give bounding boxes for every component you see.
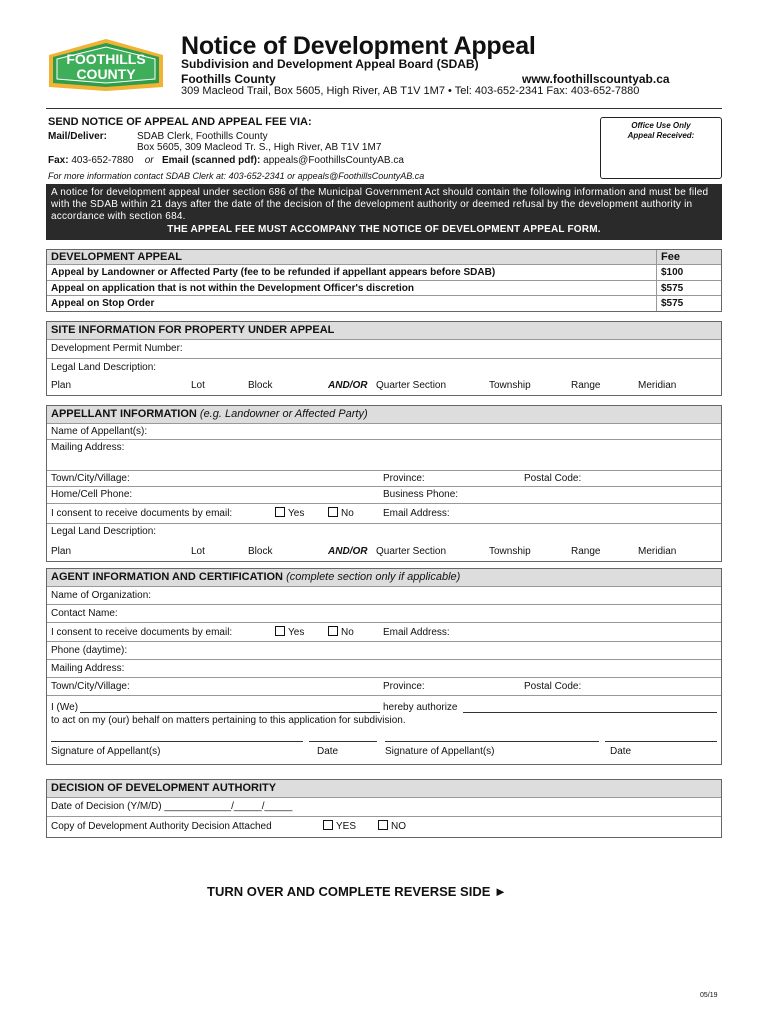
appellant-consent-yes-checkbox[interactable] — [275, 507, 285, 517]
fee-row-value: $575 — [656, 296, 683, 311]
appellant-name-field[interactable] — [47, 424, 721, 440]
site-info-title: SITE INFORMATION FOR PROPERTY UNDER APPEAL — [51, 324, 335, 336]
or-text: or — [144, 155, 154, 166]
permit-number-label: Development Permit Number: — [51, 343, 183, 354]
appellant-consent-no-checkbox[interactable] — [328, 507, 338, 517]
turn-over-instruction: TURN OVER AND COMPLETE REVERSE SIDE ► — [207, 884, 507, 899]
fee-row-label: Appeal by Landowner or Affected Party (fee to be refunded if appellant appears before SDAB) — [51, 267, 496, 278]
decision-section — [46, 779, 722, 838]
date-line-1[interactable] — [309, 741, 377, 742]
site-info-header — [47, 322, 721, 340]
decision-no-checkbox[interactable] — [378, 820, 388, 830]
appellant-mailing-label: Mailing Address: — [51, 442, 125, 453]
agent-section — [46, 568, 722, 765]
appellant-town-label: Town/City/Village: — [51, 473, 130, 484]
block-label: Block — [248, 546, 273, 557]
agent-phone-label: Phone (daytime): — [51, 645, 128, 656]
plan-label: Plan — [51, 380, 72, 391]
fee-notice: THE APPEAL FEE MUST ACCOMPANY THE NOTICE OF DEVELOPMENT APPEAL FORM. — [167, 224, 601, 235]
fax-value: 403-652-7880 — [71, 155, 134, 166]
decision-date-field[interactable] — [47, 798, 721, 817]
foothills-county-logo — [47, 37, 165, 93]
appellant-legal-description-field[interactable] — [47, 524, 721, 561]
contact-address: 309 Macleod Trail, Box 5605, High River, AB T1V 1M7 • Tel: 403-652-2341 Fax: 403-652-7880 — [181, 85, 640, 97]
legal-description-label: Legal Land Description: — [51, 362, 157, 373]
agent-phone-field[interactable] — [47, 642, 721, 660]
decision-copy-row — [47, 817, 721, 837]
agent-consent-row — [47, 623, 721, 642]
range-label: Range — [571, 380, 601, 391]
signature-label-2: Signature of Appellant(s) — [385, 746, 495, 757]
agent-consent-no-checkbox[interactable] — [328, 626, 338, 636]
fee-table-header — [47, 250, 721, 265]
agent-org-label: Name of Organization: — [51, 590, 152, 601]
agent-header — [47, 569, 721, 587]
appellant-consent-row — [47, 504, 721, 524]
plan-label: Plan — [51, 546, 72, 557]
website-link[interactable]: www.foothillscountyab.ca — [522, 72, 670, 86]
agent-yes-label: Yes — [288, 627, 305, 638]
agent-note: (complete section only if applicable) — [286, 571, 461, 583]
meridian-label: Meridian — [638, 546, 677, 557]
appellant-section — [46, 405, 722, 562]
agent-no-label: No — [341, 627, 354, 638]
date-label-1: Date — [317, 746, 339, 757]
fee-row-value: $100 — [656, 265, 683, 280]
signature-line-2[interactable] — [385, 741, 599, 742]
form-version: 05/19 — [700, 992, 718, 999]
appellant-note: (e.g. Landowner or Affected Party) — [199, 408, 368, 420]
email-value[interactable]: appeals@FoothillsCountyAB.ca — [263, 155, 404, 166]
range-label: Range — [571, 546, 601, 557]
fee-row — [47, 296, 721, 311]
fee-row — [47, 265, 721, 281]
page-title: Notice of Development Appeal — [181, 32, 536, 60]
header-divider — [46, 108, 722, 109]
agent-mailing-label: Mailing Address: — [51, 663, 125, 674]
signature-label-1: Signature of Appellant(s) — [51, 746, 161, 757]
appellant-no-label: No — [341, 508, 354, 519]
lot-label: Lot — [191, 380, 205, 391]
authorize-label: hereby authorize — [383, 702, 458, 713]
quarter-section-label: Quarter Section — [376, 546, 447, 557]
decision-title: DECISION OF DEVELOPMENT AUTHORITY — [51, 782, 277, 794]
appellant-mailing-field[interactable] — [47, 440, 721, 471]
logo-text-line2: COUNTY — [76, 66, 136, 82]
andor-label: AND/OR — [328, 546, 368, 557]
fee-column-heading: Fee — [656, 250, 680, 264]
agent-title: AGENT INFORMATION AND CERTIFICATION — [51, 571, 283, 583]
fee-row-label: Appeal on application that is not within the Development Officer's discretion — [51, 283, 414, 294]
fax-label: Fax: — [48, 155, 69, 166]
agent-contact-label: Contact Name: — [51, 608, 118, 619]
office-use-title: Office Use Only — [631, 121, 691, 130]
fee-table-title: DEVELOPMENT APPEAL — [51, 251, 182, 263]
county-name: Foothills County — [181, 72, 276, 86]
decision-no-label: NO — [391, 821, 406, 832]
agent-mailing-field[interactable] — [47, 660, 721, 678]
agent-email-label: Email Address: — [383, 627, 450, 638]
decision-header — [47, 780, 721, 798]
appellant-phone-row[interactable] — [47, 487, 721, 504]
office-use-received: Appeal Received: — [627, 131, 695, 140]
township-label: Township — [489, 380, 531, 391]
date-label-2: Date — [610, 746, 632, 757]
agent-town-row[interactable] — [47, 678, 721, 696]
decision-date-label: Date of Decision (Y/M/D) ____________/_____/_____ — [51, 801, 293, 812]
info-line: For more information contact SDAB Clerk at: 403-652-2341 or appeals@FoothillsCountyAB.ca — [48, 171, 425, 181]
agent-contact-field[interactable] — [47, 605, 721, 623]
site-info-section — [46, 321, 722, 396]
fee-row — [47, 281, 721, 296]
decision-yes-checkbox[interactable] — [323, 820, 333, 830]
appellant-consent-label: I consent to receive documents by email: — [51, 508, 233, 519]
signature-line-1[interactable] — [51, 741, 303, 742]
notice-text: A notice for development appeal under section 686 of the Municipal Government Act should contain the following information and must be filed with the SDAB within 21 days after the date of the decision of the development authority or deemed refusal by the development authority in accordance with section 684. — [51, 187, 709, 222]
date-line-2[interactable] — [605, 741, 717, 742]
mail-label: Mail/Deliver: — [48, 131, 107, 142]
appellant-legal-label: Legal Land Description: — [51, 526, 157, 537]
authorization-block — [47, 696, 721, 764]
logo-text-line1: FOOTHILLS — [66, 51, 146, 67]
notice-box — [46, 184, 722, 240]
board-name: Subdivision and Development Appeal Board (SDAB) — [181, 57, 479, 71]
appellant-town-row[interactable] — [47, 471, 721, 487]
andor-label: AND/OR — [328, 380, 368, 391]
appellant-name-label: Name of Appellant(s): — [51, 426, 148, 437]
appellant-name-line[interactable] — [80, 712, 380, 713]
appellant-email-label: Email Address: — [383, 508, 450, 519]
appellant-header — [47, 406, 721, 424]
site-legal-description-field[interactable] — [47, 359, 721, 395]
fee-row-value: $575 — [656, 281, 683, 295]
fee-table — [46, 249, 722, 312]
agent-town-label: Town/City/Village: — [51, 681, 130, 692]
decision-copy-label: Copy of Development Authority Decision Attached — [51, 821, 272, 832]
mail-line2: Box 5605, 309 Macleod Tr. S., High River, AB T1V 1M7 — [137, 142, 382, 153]
appellant-province-label: Province: — [383, 473, 425, 484]
meridian-label: Meridian — [638, 380, 677, 391]
send-heading: SEND NOTICE OF APPEAL AND APPEAL FEE VIA: — [48, 116, 312, 128]
agent-province-label: Province: — [383, 681, 425, 692]
township-label: Township — [489, 546, 531, 557]
block-label: Block — [248, 380, 273, 391]
appellant-phone-label: Home/Cell Phone: — [51, 489, 133, 500]
authorization-statement: to act on my (our) behalf on matters pertaining to this application for subdivision. — [51, 715, 406, 726]
agent-consent-label: I consent to receive documents by email: — [51, 627, 233, 638]
appellant-business-phone-label: Business Phone: — [383, 489, 459, 500]
quarter-section-label: Quarter Section — [376, 380, 447, 391]
authorization-we-label: I (We) — [51, 702, 79, 713]
fee-row-label: Appeal on Stop Order — [51, 298, 155, 309]
appellant-title: APPELLANT INFORMATION — [51, 408, 197, 420]
mail-line1: SDAB Clerk, Foothills County — [137, 131, 268, 142]
permit-number-field[interactable] — [47, 340, 721, 359]
email-label: Email (scanned pdf): — [162, 155, 261, 166]
appellant-postal-label: Postal Code: — [524, 473, 582, 484]
agent-consent-yes-checkbox[interactable] — [275, 626, 285, 636]
agent-name-line[interactable] — [463, 712, 717, 713]
decision-yes-label: YES — [336, 821, 357, 832]
agent-org-field[interactable] — [47, 587, 721, 605]
appellant-yes-label: Yes — [288, 508, 305, 519]
agent-postal-label: Postal Code: — [524, 681, 582, 692]
office-use-box — [600, 117, 722, 179]
lot-label: Lot — [191, 546, 205, 557]
